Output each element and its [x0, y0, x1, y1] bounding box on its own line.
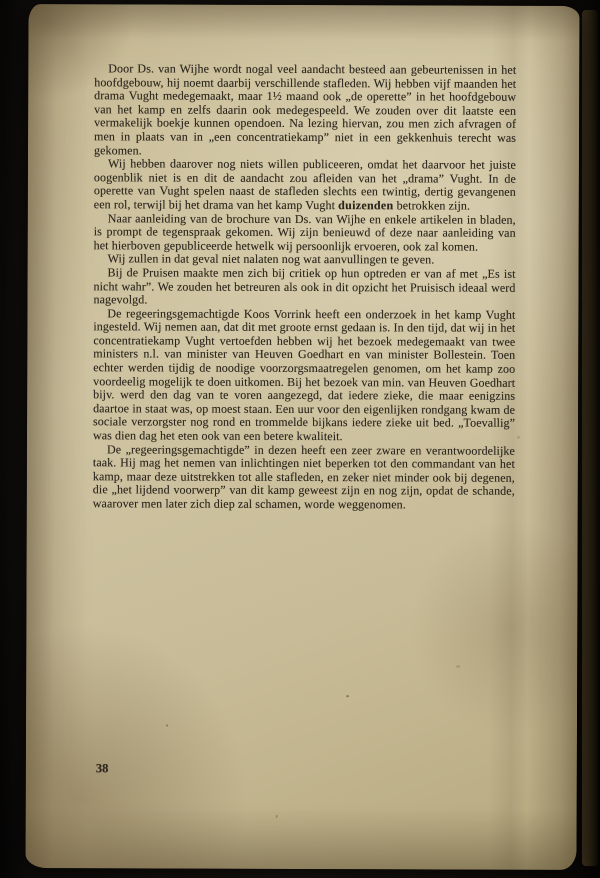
paragraph-4: Wij zullen in dat geval niet nalaten nog wat aanvullingen te geven.: [107, 251, 435, 267]
paper-speck: [517, 436, 520, 439]
page-number: 38: [95, 761, 109, 776]
adjacent-page-edge: [582, 10, 598, 866]
paragraph-1: Door Ds. van Wijhe wordt nogal veel aandacht besteed aan gebeurtenissen in het hoofdgebouw, hij noemt daarbij verschillende stafleden. Wij hebben vijf maanden het drama Vught medegemaakt, maar 1½ maand ook „de operette” in het hoofdgebouw van het kamp en zelfs daarin ook medegespeeld. We zouden over dit laatste een vermakelijk boekje kunnen opendoen. Na lezing hiervan, zou men zich afvragen of men in plaats van in „een concentratiekamp” niet in een gekkenhuis terecht was gekomen.: [93, 61, 517, 157]
paper-speck: [166, 725, 168, 727]
paragraph-6: De regeeringsgemachtigde Koos Vorrink heeft een onderzoek in het kamp Vught ingesteld. Wij nemen aan, dat dit met groote ernst gedaan is. In den tijd, dat wij in het concentratiekamp Vught vertoefden hebben wij het bezoek medegemaakt van twee ministers n.l. van minister van Heuven Goedhart en van minister Bollestein. Toen echter werden tijdig de noodige voorzorgsmaatregelen genomen, om het kamp zoo voordeelig mogelijk te doen uitkomen. Bij het bezoek van min. van Heuven Goedhart bijv. werd den dag van te voren aangezegd, dat iedere zieke, die maar eenigzins daartoe in staat was, op moest staan. Een uur voor den eigenlijken rondgang kwam de sociale verzorgster nog rond en trommelde bijkans iedere zieke uit bed. „Toevallig” was dien dag het eten ook van een betere kwaliteit.: [92, 306, 516, 444]
page-text: [93, 62, 517, 512]
emphasis-word: duizenden: [338, 198, 394, 213]
paper-speck: [276, 815, 278, 818]
paragraph-2-text: Wij hebben daarover nog niets willen publiceeren, omdat het daarvoor het juiste oogenblik niet is en dit de aandacht zou afleiden van het „drama” Vught. In de operette van Vught spelen naast de stafleden slechts een twintig, dertig gevangenen een rol, terwijl bij het drama van het kamp Vught: [93, 156, 516, 213]
paragraph-2: [94, 157, 516, 213]
paragraph-2-text-end: betrokken zijn.: [393, 198, 471, 213]
paragraph-5: Bij de Pruisen maakte men zich bij critiek op hun optreden er van af met „Es ist nicht wahr”. We zouden het betreuren als ook in dit opzicht het Pruisisch ideaal werd nagevolgd.: [93, 265, 516, 307]
book-page: [25, 4, 579, 870]
paragraph-3: Naar aanleiding van de brochure van Ds. van Wijhe en enkele artikelen in bladen, is prompt de tegenspraak gekomen. Wij zijn benieuwd of deze naar aanleiding van het hierboven gepubliceerde hetwelk wij persoonlijk ervoeren, ook zal komen.: [93, 210, 516, 254]
paper-speck: [456, 666, 460, 668]
paragraph-7: De „regeeringsgemachtigde” in dezen heeft een zeer zware en verantwoordelijke taak. Hij mag het nemen van inlichtingen niet beperken tot den commandant van het kamp, maar deze uitstrekken tot alle stafleden, en zeker niet minder ook bij degenen, die „het lijdend voorwerp” van dit kamp geweest zijn en nog zijn, opdat de schande, waarover men later zich diep zal schamen, worde weggenomen.: [92, 441, 515, 512]
paper-speck: [346, 695, 349, 697]
